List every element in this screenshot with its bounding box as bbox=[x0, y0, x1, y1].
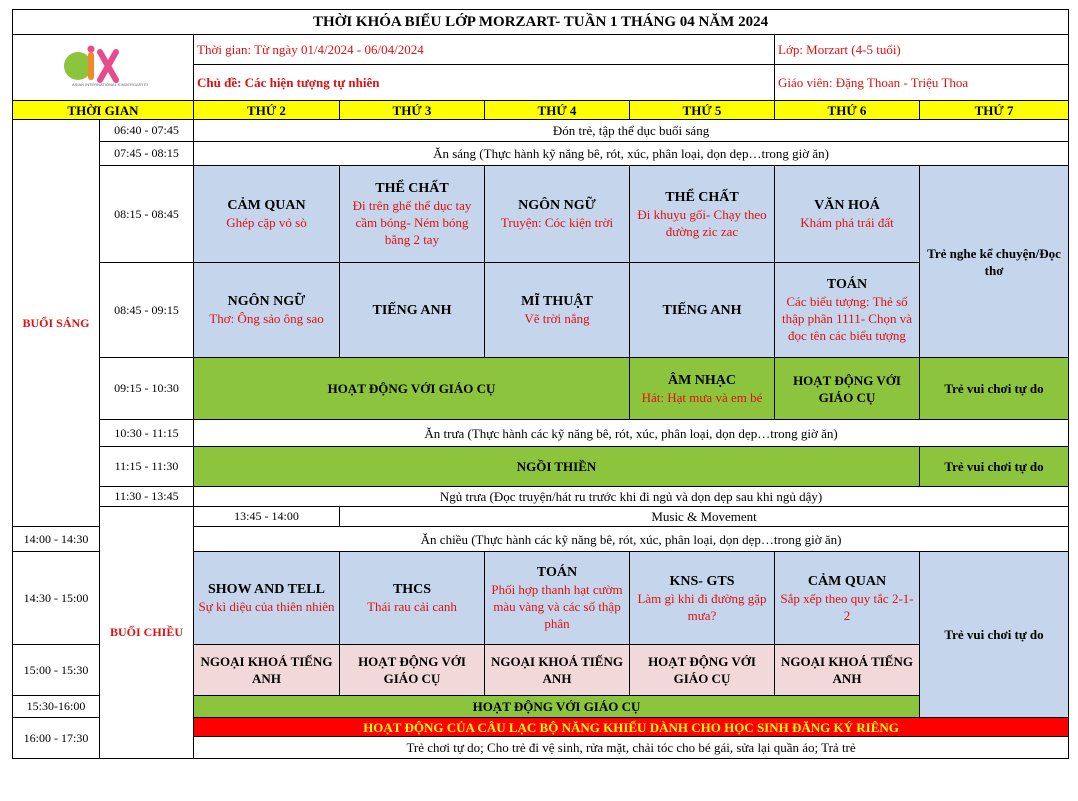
activity-nap: Ngủ trưa (Đọc truyện/hát ru trước khi đi ngủ và dọn dẹp sau khi ngủ dậy) bbox=[194, 487, 1069, 507]
page-title: THỜI KHÓA BIỂU LỚP MORZART- TUẦN 1 THÁNG 04 NĂM 2024 bbox=[13, 10, 1069, 35]
lesson-cell: THỂ CHẤT Đi trên ghế thể dục tay cầm bóng- Ném bóng bằng 2 tay bbox=[340, 166, 485, 263]
time-slot: 13:45 - 14:00 bbox=[194, 507, 340, 527]
activity-lunch: Ăn trưa (Thực hành các kỹ năng bê, rót, xúc, phân loại, dọn dẹp…trong giờ ăn) bbox=[194, 420, 1069, 447]
lesson-cell: CẢM QUAN Ghép cặp vỏ sò bbox=[194, 166, 340, 263]
session-afternoon: BUỔI CHIỀU bbox=[100, 507, 194, 759]
lesson-cell: TOÁN Phối hợp thanh hạt cườm màu vàng và các số thập phân bbox=[485, 552, 630, 645]
saturday-play: Trẻ vui chơi tự do bbox=[920, 447, 1069, 487]
time-slot: 11:30 - 13:45 bbox=[100, 487, 194, 507]
lesson-cell: SHOW AND TELL Sự kì diệu của thiên nhiên bbox=[194, 552, 340, 645]
extra-class: HOẠT ĐỘNG VỚI GIÁO CỤ bbox=[630, 645, 775, 696]
time-slot: 08:15 - 08:45 bbox=[100, 166, 194, 263]
timetable bbox=[12, 9, 1069, 759]
info-topic: Chủ đề: Các hiện tượng tự nhiên bbox=[194, 65, 775, 101]
lesson-cell: MĨ THUẬT Vẽ trời nắng bbox=[485, 263, 630, 358]
activity-meditation: NGỒI THIỀN bbox=[194, 447, 920, 487]
lesson-cell: KNS- GTS Làm gì khi đi đường gặp mưa? bbox=[630, 552, 775, 645]
header-day-fri: THỨ 6 bbox=[775, 101, 920, 120]
activity-tools-afternoon: HOẠT ĐỘNG VỚI GIÁO CỤ bbox=[194, 696, 920, 718]
time-slot: 15:30-16:00 bbox=[13, 696, 100, 718]
lesson-cell: TOÁN Các biểu tượng: Thẻ số thập phân 1111- Chọn và đọc tên các biểu tượng bbox=[775, 263, 920, 358]
time-slot: 06:40 - 07:45 bbox=[100, 120, 194, 142]
activity-music: Music & Movement bbox=[340, 507, 1069, 527]
header-day-sat: THỨ 7 bbox=[920, 101, 1069, 120]
time-slot: 08:45 - 09:15 bbox=[100, 263, 194, 358]
activity-tools-fri: HOẠT ĐỘNG VỚI GIÁO CỤ bbox=[775, 358, 920, 420]
extra-class: NGOẠI KHOÁ TIẾNG ANH bbox=[194, 645, 340, 696]
activity-tools: HOẠT ĐỘNG VỚI GIÁO CỤ bbox=[194, 358, 630, 420]
header-time: THỜI GIAN bbox=[13, 101, 194, 120]
header-day-mon: THỨ 2 bbox=[194, 101, 340, 120]
time-slot: 14:00 - 14:30 bbox=[13, 527, 100, 552]
logo bbox=[13, 35, 194, 101]
info-class: Lớp: Morzart (4-5 tuổi) bbox=[775, 35, 1069, 65]
saturday-morning: Trẻ nghe kể chuyện/Đọc thơ bbox=[920, 166, 1069, 358]
header-day-tue: THỨ 3 bbox=[340, 101, 485, 120]
time-slot: 09:15 - 10:30 bbox=[100, 358, 194, 420]
activity-afternoon-snack: Ăn chiều (Thực hành các kỹ năng bê, rót, xúc, phân loại, dọn dẹp…trong giờ ăn) bbox=[194, 527, 1069, 552]
info-teacher: Giáo viên: Đặng Thoan - Triệu Thoa bbox=[775, 65, 1069, 101]
logo-caption: ASIAN INTERNATIONAL KINDERGARTEN bbox=[72, 81, 148, 87]
saturday-play: Trẻ vui chơi tự do bbox=[920, 358, 1069, 420]
extra-class: NGOẠI KHOÁ TIẾNG ANH bbox=[775, 645, 920, 696]
info-time: Thời gian: Từ ngày 01/4/2024 - 06/04/2024 bbox=[194, 35, 775, 65]
lesson-cell: TIẾNG ANH bbox=[630, 263, 775, 358]
activity-welcome: Đón trẻ, tập thể dục buổi sáng bbox=[194, 120, 1069, 142]
header-day-wed: THỨ 4 bbox=[485, 101, 630, 120]
aik-logo-icon bbox=[58, 44, 148, 88]
club-banner: HOẠT ĐỘNG CỦA CÂU LẠC BỘ NĂNG KHIẾU DÀNH CHO HỌC SINH ĐĂNG KÝ RIÊNG bbox=[194, 718, 1069, 737]
time-slot: 16:00 - 17:30 bbox=[13, 718, 100, 759]
lesson-cell: VĂN HOÁ Khám phá trái đất bbox=[775, 166, 920, 263]
time-slot: 15:00 - 15:30 bbox=[13, 645, 100, 696]
lesson-cell: NGÔN NGỮ Thơ: Ông sảo ông sao bbox=[194, 263, 340, 358]
lesson-cell: NGÔN NGỮ Truyện: Cóc kiện trời bbox=[485, 166, 630, 263]
extra-class: NGOẠI KHOÁ TIẾNG ANH bbox=[485, 645, 630, 696]
time-slot: 10:30 - 11:15 bbox=[100, 420, 194, 447]
session-morning: BUỔI SÁNG bbox=[13, 120, 100, 527]
activity-breakfast: Ăn sáng (Thực hành kỹ năng bê, rót, xúc, phân loại, dọn dẹp…trong giờ ăn) bbox=[194, 142, 1069, 166]
extra-class: HOẠT ĐỘNG VỚI GIÁO CỤ bbox=[340, 645, 485, 696]
header-day-thu: THỨ 5 bbox=[630, 101, 775, 120]
time-slot: 07:45 - 08:15 bbox=[100, 142, 194, 166]
time-slot: 14:30 - 15:00 bbox=[13, 552, 100, 645]
lesson-cell: TIẾNG ANH bbox=[340, 263, 485, 358]
time-slot: 11:15 - 11:30 bbox=[100, 447, 194, 487]
saturday-afternoon: Trẻ vui chơi tự do bbox=[920, 552, 1069, 718]
activity-end: Trẻ chơi tự do; Cho trẻ đi vệ sinh, rửa mặt, chải tóc cho bé gái, sửa lại quần áo; Trả trẻ bbox=[194, 737, 1069, 759]
lesson-cell: ÂM NHẠC Hát: Hạt mưa và em bé bbox=[630, 358, 775, 420]
lesson-cell: CẢM QUAN Sắp xếp theo quy tắc 2-1-2 bbox=[775, 552, 920, 645]
lesson-cell: THCS Thái rau cải canh bbox=[340, 552, 485, 645]
lesson-cell: THỂ CHẤT Đi khuỵu gối- Chạy theo đường zic zac bbox=[630, 166, 775, 263]
